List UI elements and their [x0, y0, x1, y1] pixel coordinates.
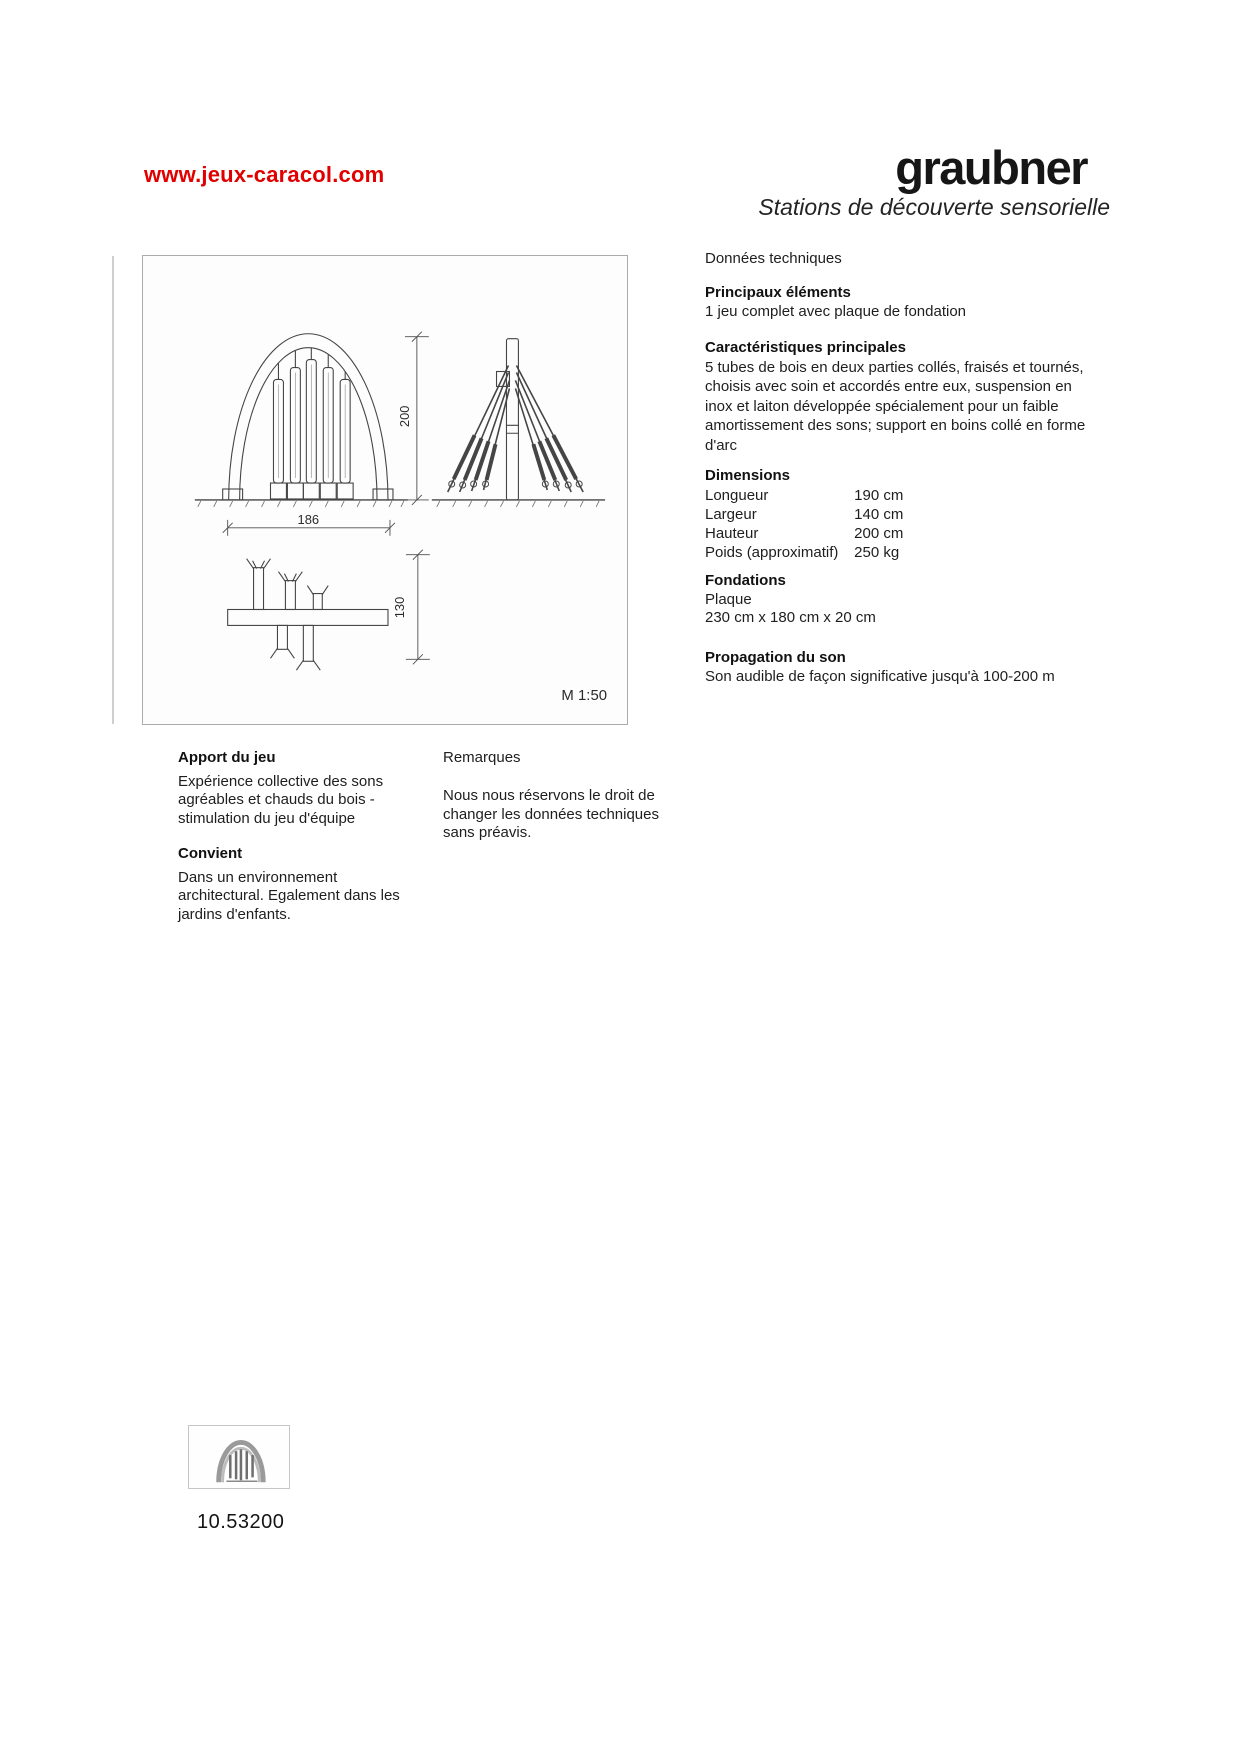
side-view [432, 339, 605, 507]
remarques-body [443, 787, 723, 843]
section-heading: Convient [178, 845, 243, 862]
section-heading: Principaux éléments [705, 284, 851, 301]
dimension-value: 140 cm [854, 505, 904, 523]
product-code: 10.53200 [197, 1511, 285, 1533]
technical-drawing [143, 256, 627, 724]
section-fondations [705, 572, 1115, 628]
dimension-value: 250 kg [854, 543, 900, 561]
product-line-subtitle: Stations de découverte sensorielle [758, 194, 1110, 220]
section-line: architectural. Egalement dans les [178, 887, 400, 905]
section-line: Dans un environnement [178, 868, 338, 886]
section-line: Plaque [705, 590, 752, 608]
top-view [228, 559, 388, 671]
section-line: stimulation du jeu d'équipe [178, 810, 356, 828]
front-view [195, 334, 408, 507]
section-heading: Dimensions [705, 467, 791, 484]
section-convient [178, 845, 458, 925]
section-line: Son audible de façon significative jusqu'à 100-200 m [705, 667, 1055, 685]
dimension-width-label: 186 [297, 511, 320, 527]
product-thumbnail [188, 1425, 290, 1489]
technical-drawing-box [142, 255, 628, 725]
section-dimensions [705, 467, 1115, 562]
dimension-row [705, 505, 1115, 524]
brand-logo: graubner [895, 141, 1087, 194]
dimension-row [705, 543, 1115, 562]
section-line: sans préavis. [443, 824, 532, 842]
section-line: Expérience collective des sons [178, 772, 384, 790]
section-principaux [705, 284, 1115, 321]
section-heading: Caractéristiques principales [705, 339, 906, 356]
dimension-value: 190 cm [854, 486, 904, 504]
section-line: choisis avec soin et accordés entre eux, suspension en [705, 378, 1072, 395]
dimension-row [705, 524, 1115, 543]
dimension-label: Longueur [705, 486, 769, 504]
section-line: inox et laiton développée spécialement pour un faible [705, 397, 1059, 415]
dimension-depth-label: 130 [391, 596, 407, 619]
dimension-label: Largeur [705, 505, 757, 523]
section-line: 5 tubes de bois en deux parties collés, fraisés et tournés, [705, 358, 1084, 376]
website-url: www.jeux-caracol.com [144, 162, 385, 187]
dimension-label: Hauteur [705, 524, 759, 542]
section-apport [178, 749, 458, 829]
section-line: 230 cm x 180 cm x 20 cm [705, 609, 876, 626]
section-propagation [705, 649, 1115, 686]
section-heading: Apport du jeu [178, 749, 276, 766]
section-heading: Fondations [705, 572, 786, 589]
section-line: amortissement des sons; support en boins collé en forme [705, 417, 1086, 434]
section-heading: Propagation du son [705, 649, 846, 666]
scale-label: M 1:50 [561, 687, 608, 705]
remarques-heading: Remarques [443, 749, 521, 766]
section-line: agréables et chauds du bois - [178, 791, 375, 809]
scan-shadow-line [112, 256, 114, 724]
section-line: Nous nous réservons le droit de [443, 787, 655, 804]
section-line: d'arc [705, 436, 738, 454]
dimension-value: 200 cm [854, 524, 904, 542]
section-line: jardins d'enfants. [178, 906, 291, 924]
section-caracteristiques [705, 339, 1115, 455]
dimension-row [705, 486, 1115, 505]
section-line: 1 jeu complet avec plaque de fondation [705, 302, 967, 320]
product-thumbnail-image [189, 1426, 289, 1488]
dimension-label: Poids (approximatif) [705, 543, 839, 561]
tech-data-title: Données techniques [705, 250, 842, 267]
dimension-height-label: 200 [396, 405, 412, 428]
section-line: changer les données techniques [443, 805, 659, 823]
